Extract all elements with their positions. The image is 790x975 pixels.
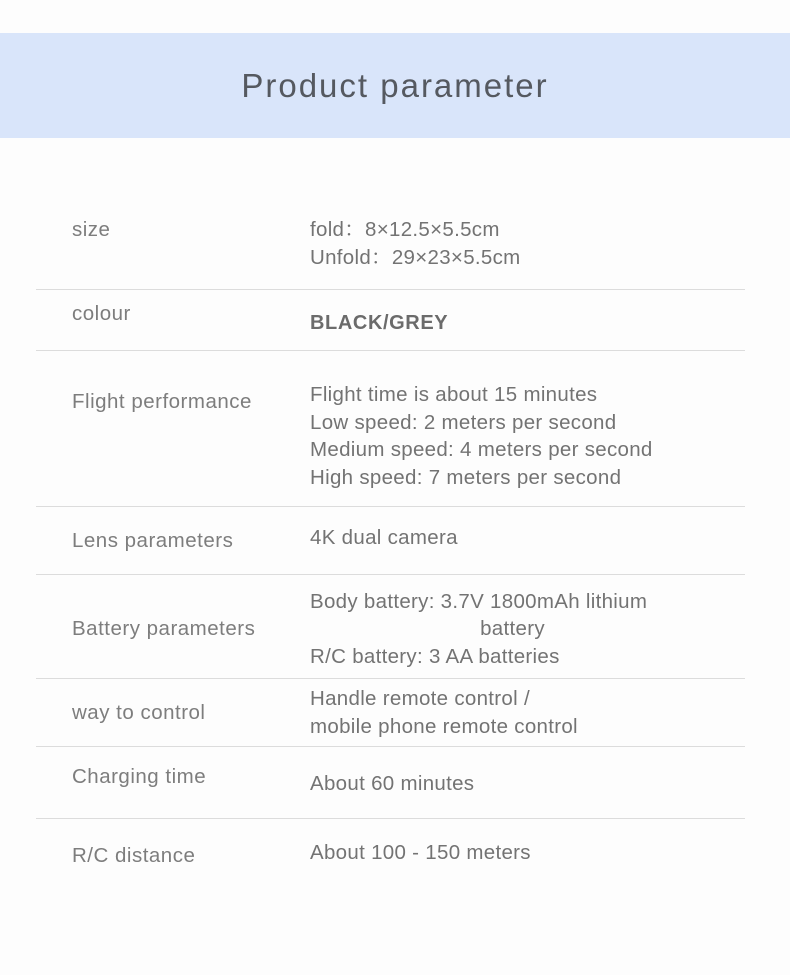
spec-value bbox=[310, 588, 715, 671]
spec-value: 4K dual camera bbox=[310, 526, 458, 549]
spec-row-size bbox=[36, 138, 745, 290]
spec-label: way to control bbox=[72, 700, 206, 724]
spec-value-line: fold：8×12.5×5.5cm bbox=[310, 218, 500, 241]
spec-label: size bbox=[72, 218, 111, 241]
spec-label: R/C distance bbox=[72, 844, 196, 867]
spec-value bbox=[310, 685, 745, 740]
spec-value-line: Handle remote control / bbox=[310, 687, 530, 710]
spec-value-line: Body battery: 3.7V 1800mAh lithium bbox=[310, 589, 648, 613]
spec-row-way-to-control bbox=[36, 679, 745, 747]
spec-row-charging-time bbox=[36, 747, 745, 819]
spec-value: About 60 minutes bbox=[310, 772, 475, 795]
spec-value bbox=[310, 381, 745, 491]
spec-label: Flight performance bbox=[72, 390, 252, 413]
spec-row-lens-parameters bbox=[36, 507, 745, 575]
spec-label: Charging time bbox=[72, 765, 207, 788]
header-band bbox=[0, 33, 790, 138]
spec-value-line: Medium speed: 4 meters per second bbox=[310, 438, 653, 461]
spec-label: Lens parameters bbox=[72, 528, 234, 552]
spec-row-flight-performance bbox=[36, 351, 745, 507]
page-title: Product parameter bbox=[241, 66, 549, 104]
spec-value-line: R/C battery: 3 AA batteries bbox=[310, 644, 560, 668]
spec-label: Battery parameters bbox=[72, 617, 256, 640]
spec-row-battery-parameters bbox=[36, 575, 745, 679]
spec-row-rc-distance bbox=[36, 819, 745, 870]
spec-value-line: Low speed: 2 meters per second bbox=[310, 410, 617, 434]
spec-value: About 100 - 150 meters bbox=[310, 841, 531, 864]
spec-value-line: Flight time is about 15 minutes bbox=[310, 383, 598, 406]
spec-value-line: Unfold：29×23×5.5cm bbox=[310, 245, 521, 269]
spec-row-colour bbox=[36, 290, 745, 351]
spec-value-line: High speed: 7 meters per second bbox=[310, 465, 622, 489]
spec-table bbox=[36, 138, 745, 870]
spec-value-line: battery bbox=[480, 617, 545, 641]
spec-value: BLACK/GREY bbox=[310, 312, 449, 334]
spec-label: colour bbox=[72, 302, 131, 325]
spec-value bbox=[310, 216, 745, 271]
spec-value-line: mobile phone remote control bbox=[310, 714, 578, 738]
